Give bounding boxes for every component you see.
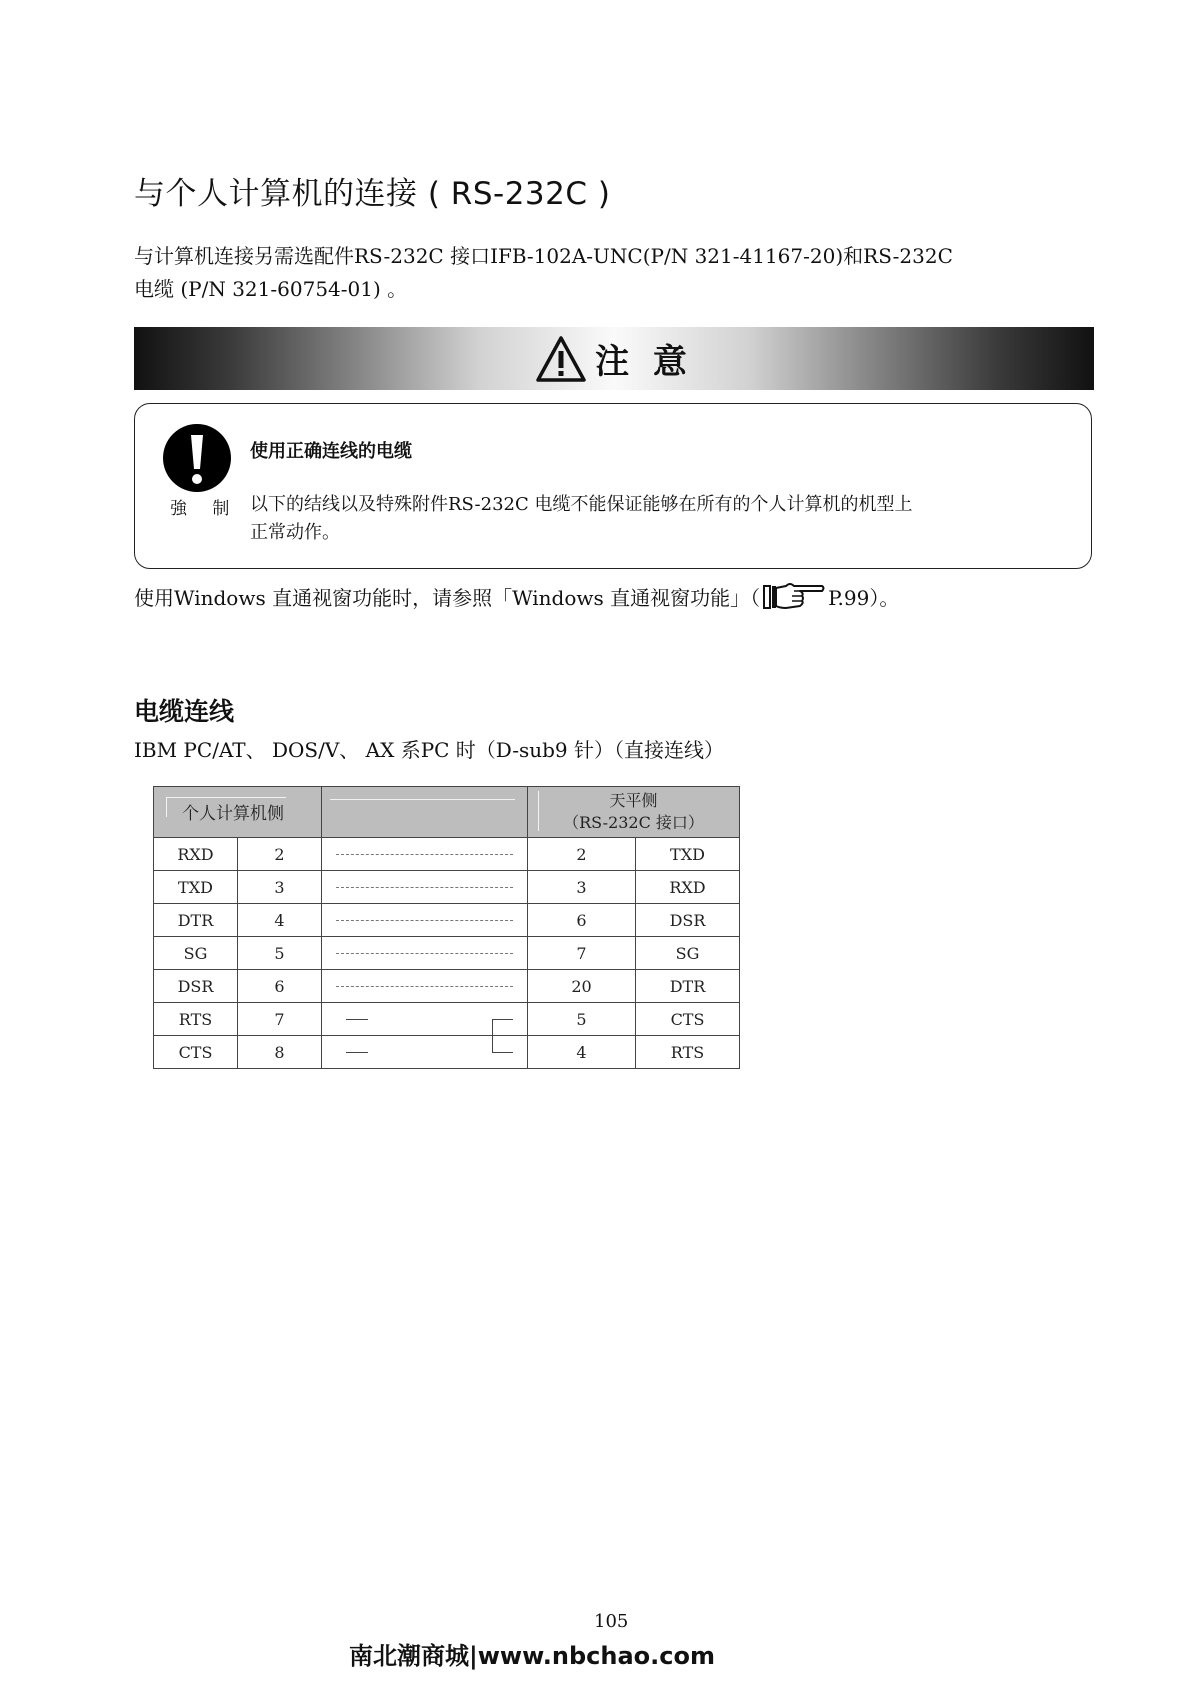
table-row — [154, 904, 740, 937]
site-footer: 南北潮商城|www.nbchao.com — [349, 1642, 715, 1670]
header-pc-side: 个人计算机侧 — [154, 787, 322, 838]
section-subtitle: IBM PC/AT、 DOS/V、 AX 系PC 时（D-sub9 针）（直接连线） — [134, 738, 724, 762]
balance-pin: 6 — [528, 904, 636, 937]
mandatory-label: 強 制 — [170, 499, 240, 519]
intro-line: 电缆 (P/N 321-60754-01) 。 — [134, 277, 408, 301]
pc-signal: DTR — [154, 904, 238, 937]
page-reference: P.99）。 — [828, 585, 900, 610]
caution-banner — [134, 327, 1094, 390]
balance-signal: RXD — [636, 871, 740, 904]
notice-body-line: 正常动作。 — [250, 522, 340, 543]
caution-label: 注 意 — [595, 342, 693, 382]
wire-loopback-top — [322, 1003, 528, 1036]
table-row — [154, 970, 740, 1003]
balance-pin: 5 — [528, 1003, 636, 1036]
notice-body — [250, 491, 1070, 547]
header-balance-line: 天平侧 — [609, 791, 658, 810]
balance-pin: 2 — [528, 838, 636, 871]
wire-straight — [322, 904, 528, 937]
pc-pin: 7 — [238, 1003, 322, 1036]
notice-body-line: 以下的结线以及特殊附件RS-232C 电缆不能保证能够在所有的个人计算机的机型上 — [250, 494, 913, 515]
header-wiring — [322, 787, 528, 838]
notice-heading: 使用正确连线的电缆 — [250, 441, 412, 462]
balance-signal: RTS — [636, 1036, 740, 1069]
wire-straight — [322, 937, 528, 970]
section-title: 电缆连线 — [134, 697, 235, 726]
pc-signal: TXD — [154, 871, 238, 904]
balance-pin: 20 — [528, 970, 636, 1003]
intro-paragraph — [134, 240, 1094, 306]
pc-pin: 5 — [238, 937, 322, 970]
balance-pin: 7 — [528, 937, 636, 970]
wire-straight — [322, 970, 528, 1003]
pc-signal: SG — [154, 937, 238, 970]
mandatory-exclamation-icon — [162, 423, 232, 493]
pc-pin: 8 — [238, 1036, 322, 1069]
balance-signal: TXD — [636, 838, 740, 871]
table-header-row — [154, 787, 740, 838]
pc-signal: RTS — [154, 1003, 238, 1036]
wiring-table — [153, 786, 740, 1069]
balance-signal: SG — [636, 937, 740, 970]
header-balance-side — [528, 787, 740, 838]
pointing-hand-icon — [762, 580, 826, 612]
pc-signal: CTS — [154, 1036, 238, 1069]
balance-signal: DTR — [636, 970, 740, 1003]
windows-reference-line — [134, 580, 899, 612]
wire-straight — [322, 838, 528, 871]
pc-pin: 4 — [238, 904, 322, 937]
table-row — [154, 1003, 740, 1036]
table-row — [154, 838, 740, 871]
warning-triangle-icon — [535, 335, 587, 383]
balance-signal: CTS — [636, 1003, 740, 1036]
balance-pin: 3 — [528, 871, 636, 904]
page-number: 105 — [594, 1611, 629, 1632]
pc-signal: DSR — [154, 970, 238, 1003]
page-title: 与个人计算机的连接 ( RS-232C ) — [134, 176, 611, 212]
wire-straight — [322, 871, 528, 904]
table-row — [154, 1036, 740, 1069]
pc-pin: 6 — [238, 970, 322, 1003]
intro-line: 与计算机连接另需选配件RS-232C 接口IFB-102A-UNC(P/N 321-41167-20)和RS-232C — [134, 244, 953, 268]
balance-pin: 4 — [528, 1036, 636, 1069]
table-row — [154, 871, 740, 904]
balance-signal: DSR — [636, 904, 740, 937]
table-row — [154, 937, 740, 970]
windows-ref-text: 使用Windows 直通视窗功能时，请参照「Windows 直通视窗功能」（ — [134, 585, 761, 610]
pc-signal: RXD — [154, 838, 238, 871]
pc-pin: 2 — [238, 838, 322, 871]
header-balance-line: （RS-232C 接口） — [563, 813, 704, 832]
pc-pin: 3 — [238, 871, 322, 904]
wire-loopback-bottom — [322, 1036, 528, 1069]
